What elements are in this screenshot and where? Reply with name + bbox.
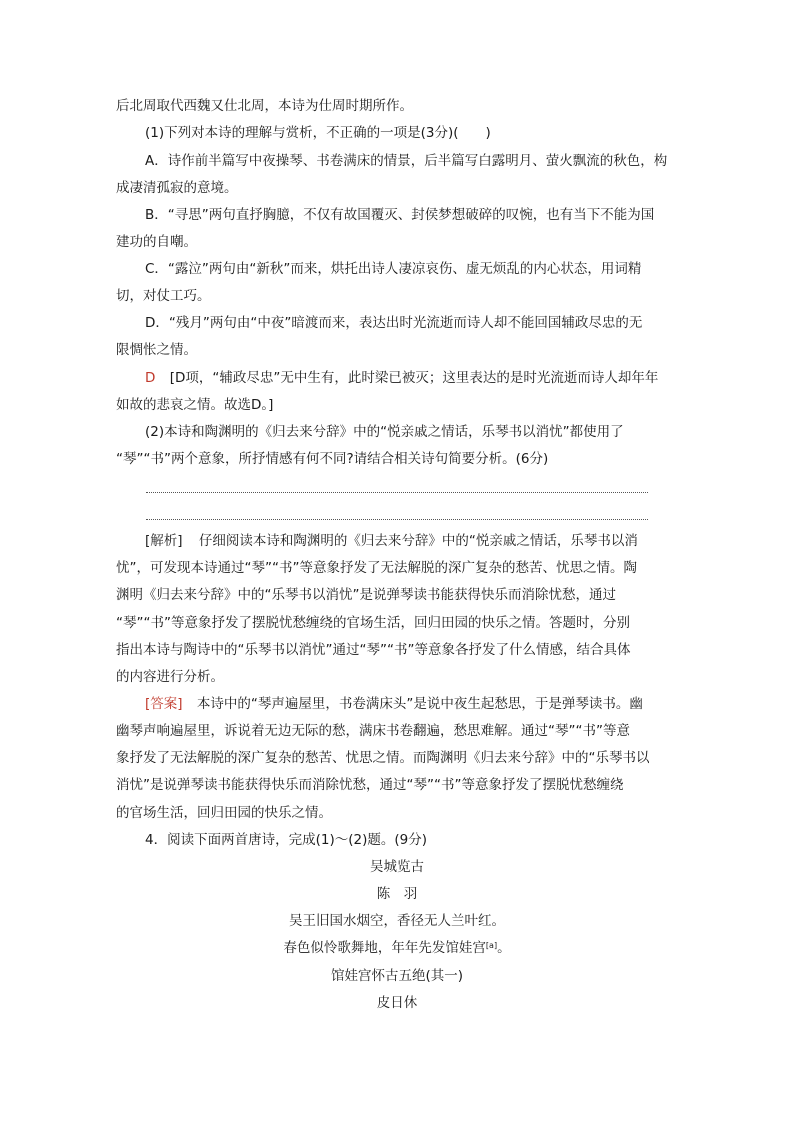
answer-2-line-3: 象抒发了无法解脱的深广复杂的愁苦、忧思之情。而陶渊明《归去来兮辞》中的“乐琴书以	[116, 750, 650, 766]
analysis-text-1: 仔细阅读本诗和陶渊明的《归去来兮辞》中的“悦亲戚之情话，乐琴书以消	[198, 533, 638, 549]
poem-1-author: 陈 羽	[376, 886, 418, 902]
poem-1-title: 吴城览古	[370, 859, 424, 875]
poem-1-line-2-text: 春色似怜歌舞地，年年先发馆娃宫	[283, 940, 486, 956]
option-d-line-2: 限惆怅之情。	[116, 342, 197, 358]
analysis-line-3: 渊明《归去来兮辞》中的“乐琴书以消忧”是说弹琴读书能获得快乐而消除忧愁，通过	[116, 587, 616, 603]
answer-blank-line-1	[146, 492, 648, 493]
footnote-marker: [a]	[485, 941, 498, 950]
answer-2-line-5: 的官场生活，回归田园的快乐之情。	[116, 805, 332, 821]
option-b-line-1: B．“寻思”两句直抒胸臆，不仅有故国覆灭、封侯梦想破碎的叹惋，也有当下不能为国	[145, 207, 655, 223]
analysis-line-6: 的内容进行分析。	[116, 669, 224, 685]
option-c-line-1: C．“露泣”两句由“新秋”而来，烘托出诗人凄凉哀伤、虚无烦乱的内心状态，用词精	[145, 261, 642, 277]
option-a-line-2: 成凄清孤寂的意境。	[116, 180, 238, 196]
poem-2-author: 皮日休	[376, 995, 418, 1011]
answer-1-explanation: [D项，“辅政尽忠”无中生有，此时梁已被灭；这里表达的是时光流逝而诗人却年年	[169, 370, 659, 386]
answer-1-line-1	[145, 369, 658, 387]
poem-1-line-1: 吴王旧国水烟空，香径无人兰叶红。	[289, 913, 505, 929]
question-4-stem: 4．阅读下面两首唐诗，完成(1)～(2)题。(9分)	[145, 832, 427, 848]
poem-1-line-2-end: 。	[497, 940, 511, 956]
analysis-tag: [解析]	[145, 533, 183, 549]
question-2-stem-line-1: (2)本诗和陶渊明的《归去来兮辞》中的“悦亲戚之情话，乐琴书以消忧”都使用了	[145, 424, 624, 440]
option-a-line-1: A．诗作前半篇写中夜操琴、书卷满床的情景，后半篇写白露明月、萤火飘流的秋色，构	[145, 153, 668, 169]
answer-2-text-1: 本诗中的“琴声遍屋里，书卷满床头”是说中夜生起愁思，于是弹琴读书。幽	[196, 696, 643, 712]
option-c-line-2: 切，对仗工巧。	[116, 288, 211, 304]
option-d-line-1: D．“残月”两句由“中夜”暗渡而来，表达出时光流逝而诗人却不能回国辅政尽忠的无	[145, 315, 643, 331]
poem-1-line-2	[0, 939, 794, 957]
answer-2-line-1	[145, 695, 643, 713]
analysis-line-4: “琴”“书”等意象抒发了摆脱忧愁缠绕的官场生活，回归田园的快乐之情。答题时，分别	[116, 615, 630, 631]
poem-2-title: 馆娃宫怀古五绝(其一)	[330, 968, 464, 984]
analysis-line-1	[145, 532, 638, 550]
answer-1-line-2: 如故的悲哀之情。故选D。]	[116, 397, 274, 413]
option-b-line-2: 建功的自嘲。	[116, 234, 197, 250]
answer-blank-line-2	[146, 519, 648, 520]
question-1-stem: (1)下列对本诗的理解与赏析，不正确的一项是(3分)( )	[145, 125, 491, 141]
question-2-stem-line-2: “琴”“书”两个意象，所抒情感有何不同?请结合相关诗句简要分析。(6分)	[116, 451, 549, 467]
analysis-line-5: 指出本诗与陶诗中的“乐琴书以消忧”通过“琴”“书”等意象各抒发了什么情感，结合具体	[116, 642, 631, 658]
answer-2-line-4: 消忧”是说弹琴读书能获得快乐而消除忧愁，通过“琴”“书”等意象抒发了摆脱忧愁缠绕	[116, 777, 624, 793]
answer-letter: D	[145, 370, 156, 386]
analysis-line-2: 忧”，可发现本诗通过“琴”“书”等意象抒发了无法解脱的深广复杂的愁苦、忧思之情。陶	[116, 560, 637, 576]
answer-2-line-2: 幽琴声响遍屋里，诉说着无边无际的愁，满床书卷翻遍，愁思难解。通过“琴”“书”等意	[116, 723, 630, 739]
intro-line: 后北周取代西魏又仕北周，本诗为仕周时期所作。	[116, 98, 413, 114]
answer-tag: [答案]	[145, 696, 183, 712]
